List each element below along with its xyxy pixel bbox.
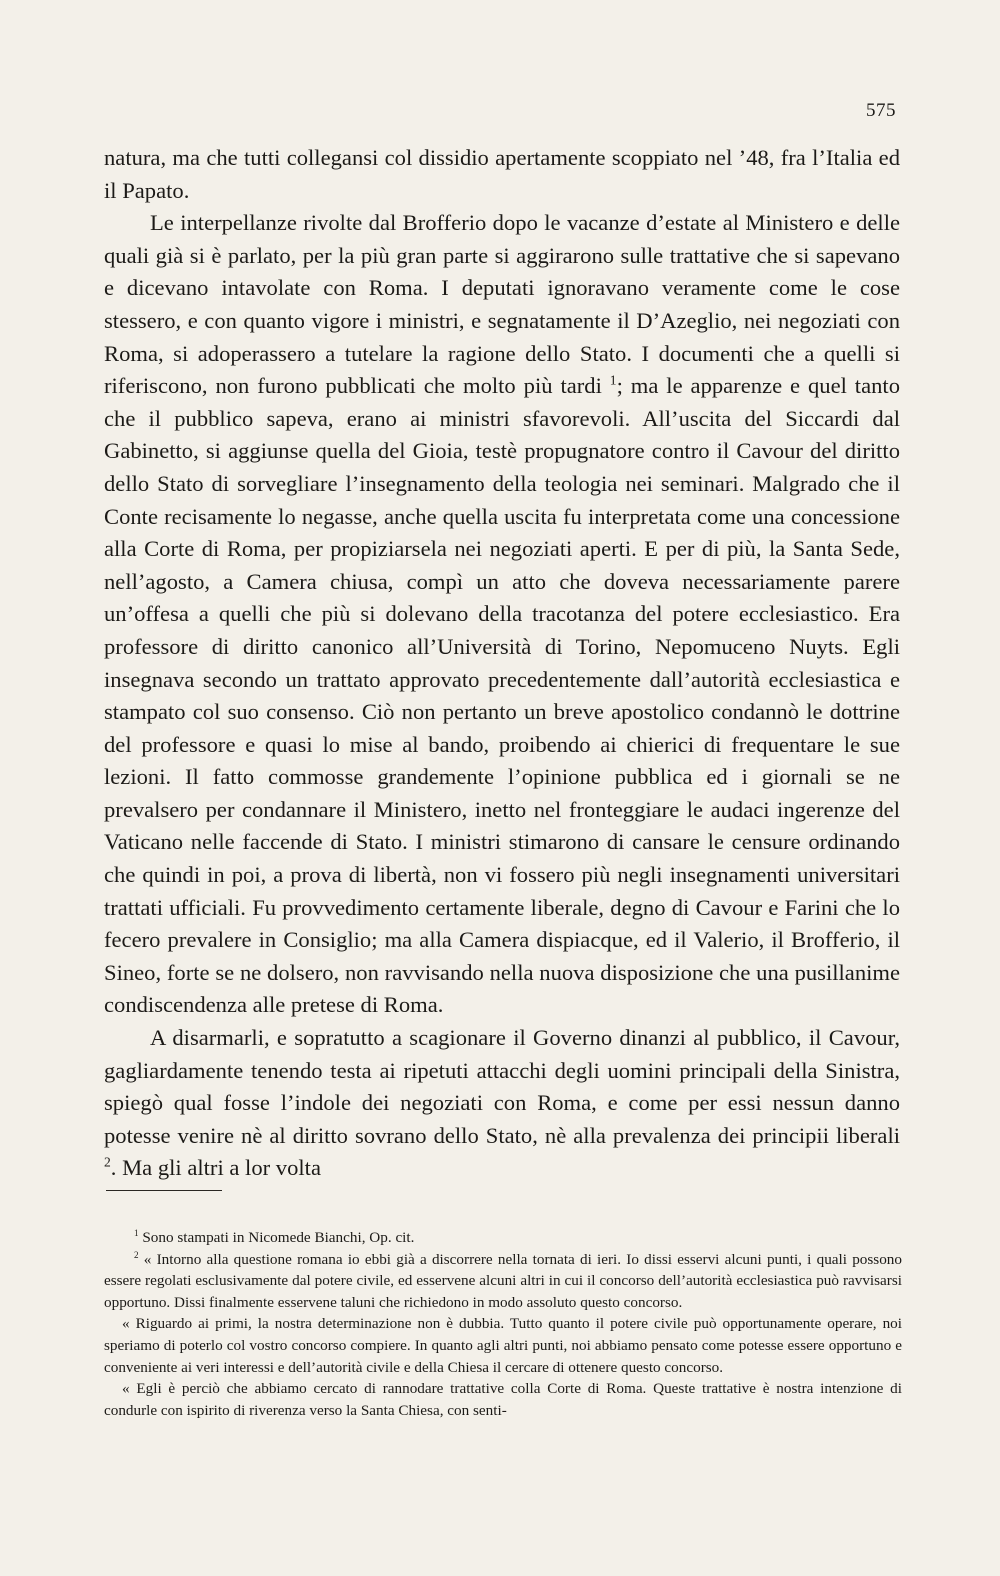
footnote: [104, 1249, 902, 1314]
text-run: ; ma le apparenze e quel tanto che il pubblico sapeva, erano ai ministri sfavorevoli. All’uscita del Siccardi dal Gabinetto, si aggiunse quella del Gioia, testè propugnatore contro il Cavour del diritto dello Stato di sorvegliare l’insegnamento della teologia nei seminari. Malgrado che il Conte recisamente lo negasse, anche quella uscita fu interpretata come una concessione alla Corte di Roma, per propiziarsela nei negoziati aperti. E per di più, la Santa Sede, nell’agosto, a Camera chiusa, compì un atto che doveva necessariamente parere un’offesa a quelli che più si dolevano della tracotanza del potere ecclesiastico. Era professore di diritto canonico all’Università di Torino, Nepomuceno Nuyts. Egli insegnava secondo un trattato approvato precedentemente dall’autorità ecclesiastica e stampato col suo consenso. Ciò non pertanto un breve apostolico condannò le dottrine del professore e quasi lo mise al bando, proibendo ai chierici di frequentare le sue lezioni. Il fatto commosse grandemente l’opinione pubblica ed i giornali se ne prevalsero per condannare il Ministero, inetto nel fronteggiare le audaci ingerenze del Vaticano nelle faccende di Stato. I ministri stimarono di cansare le censure ordinando che quindi in poi, a prova di libertà, non vi fossero più negli insegnamenti universitari trattati ufficiali. Fu provvedimento certamente liberale, degno di Cavour e Farini che lo fecero prevalere in Consiglio; ma alla Camera dispiacque, ed il Valerio, il Brofferio, il Sineo, forte se ne dolsero, non ravvisando nella nuova disposizione che una pusillanime condiscendenza alle pretese di Roma.: [104, 373, 900, 1018]
footnotes: [104, 1227, 902, 1421]
page-number: 575: [866, 100, 896, 121]
footnote-marker: 2: [134, 1249, 139, 1260]
footnote-marker: 1: [134, 1227, 139, 1238]
paragraph: [104, 142, 900, 207]
footnote: [104, 1378, 902, 1421]
text-run: « Riguardo ai primi, la nostra determinazione non è dubbia. Tutto quanto il potere civile può opportunamente operare, noi speriamo di poterlo col vostro concorso compiere. In quanto agli altri punti, noi abbiamo pensato come potesse essere opportuno e conveniente ai veri interessi e dell’autorità civile e della Chiesa il cercare di ottenere questo concorso.: [104, 1315, 902, 1376]
text-run: natura, ma che tutti collegansi col dissidio apertamente scoppiato nel ’48, fra l’Italia ed il Papato.: [104, 145, 900, 203]
text-run: A disarmarli, e sopratutto a scagionare il Governo dinanzi al pubblico, il Cavour, gagliardamente tenendo testa ai ripetuti attacchi degli uomini principali della Sinistra, spiegò qual fosse l’indole dei negoziati con Roma, e come per essi nessun danno potesse venire nè al diritto sovrano dello Stato, nè alla prevalenza dei principii liberali: [104, 1025, 900, 1148]
paragraph: [104, 1022, 900, 1185]
footnote-marker: 1: [609, 372, 617, 388]
text-run: Le interpellanze rivolte dal Brofferio dopo le vacanze d’estate al Ministero e delle quali già si è parlato, per la più gran parte si aggirarono sulle trattative che si sapevano e dicevano intavolate con Roma. I deputati ignoravano veramente come le cose stessero, e con quanto vigore i ministri, e segnatamente il D’Azeglio, nei negoziati con Roma, si adoperassero a tutelare la ragione dello Stato. I documenti che a quelli si riferiscono, non furono pubblicati che molto più tardi: [104, 210, 900, 399]
text-run: « Egli è perciò che abbiamo cercato di rannodare trattative colla Corte di Roma. Queste trattative è nostra intenzione di condurle con ispirito di riverenza verso la Santa Chiesa, con senti-: [104, 1380, 902, 1419]
footnote: [104, 1313, 902, 1378]
footnote-marker: 2: [104, 1154, 111, 1170]
text-run: « Intorno alla questione romana io ebbi già a discorrere nella tornata di ieri. Io dissi esservi alcuni punti, i quali possono essere regolati esclusivamente dal potere civile, ed esservene alcuni altri in cui il concorso dell’autorità ecclesiastica può ravvisarsi opportuno. Dissi finalmente esservene taluni che richiedono in modo assoluto questo concorso.: [104, 1250, 902, 1311]
text-run: . Ma gli altri a lor volta: [110, 1155, 321, 1181]
text-run: Sono stampati in Nicomede Bianchi, Op. cit.: [138, 1229, 415, 1246]
paragraph: [104, 207, 900, 1022]
footnote: [104, 1227, 902, 1249]
main-text: [104, 142, 900, 1185]
footnote-separator: [106, 1190, 222, 1191]
